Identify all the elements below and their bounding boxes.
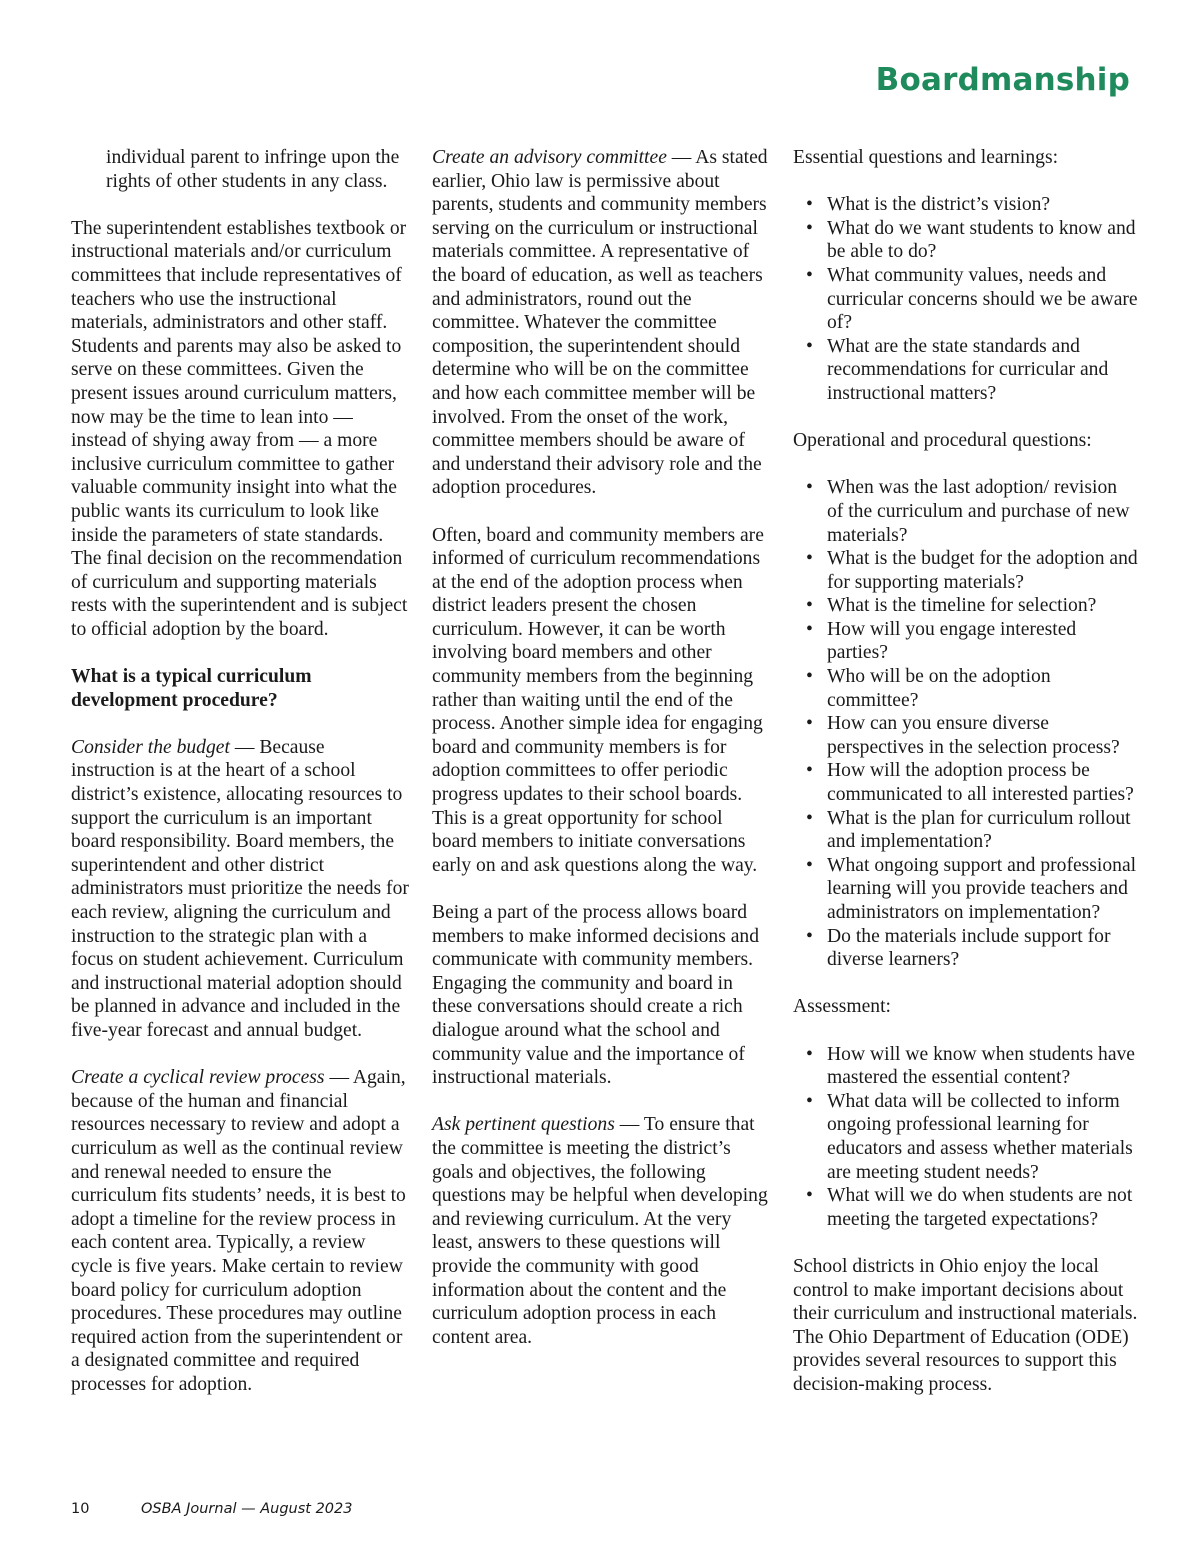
list-item: • What is the timeline for selection? [827,594,1138,618]
list-label-essential: Essential questions and learnings: [793,147,1059,168]
paragraph: School districts in Ohio enjoy the local control to make important decisions about their curriculum and instructional materials. The Ohio Department of Education (ODE) provides several resources to support this decision-making process. [793,1255,1138,1395]
list-label-assessment: Assessment: [793,996,891,1018]
list-item: • How will the adoption process be communicated to all interested parties? [827,759,1138,806]
paragraph-body: — To ensure that the committee is meeting the district’s goals and objectives, the following questions may be helpful when developing and reviewing curriculum. At the very least, answers to these questions will provide the community with good information about the content and the curriculum adoption process in each content area. [432,1114,768,1348]
page-number: 10 [71,1501,90,1517]
list-item: • Who will be on the adoption committee? [827,665,1138,712]
list-item: • What is the plan for curriculum rollout and implementation? [827,807,1138,854]
list-item: • What will we do when students are not meeting the targeted expectations? [827,1184,1138,1231]
paragraph: Being a part of the process allows board members to make informed decisions and communicate with community members. Engaging the community and board in these conversations should create a rich dialogue around what the school and community value and the importance of instructional materials. [432,902,760,1089]
list-item: • What ongoing support and professional learning will you provide teachers and administrators on implementation? [827,854,1138,925]
paragraph [432,146,772,500]
article-column-2 [432,146,772,1373]
journal-issue: OSBA Journal — August 2023 [141,1501,353,1517]
page-footer [71,1501,352,1517]
list-item: • When was the last adoption/ revision of the curriculum and purchase of new materials? [827,476,1138,547]
operational-questions-list [793,476,1138,971]
article-column-3 [793,146,1138,1420]
list-item: • How will we know when students have mastered the essential content? [827,1043,1138,1090]
paragraph-body: — Again, because of the human and financial resources necessary to review and adopt a curriculum as well as the continual review and renewal needed to ensure the curriculum fits students’ needs, it is best to adopt a timeline for the review process in each content area. Typically, a review cycle is five years. Make certain to review board policy for curriculum adoption procedures. These procedures may outline required action from the superintendent or a designated committee and required processes for adoption. [71,1067,406,1395]
lead-in: Consider the budget [71,736,230,758]
assessment-questions-list [793,1043,1138,1232]
paragraph: The superintendent establishes textbook or instructional materials and/or curriculum committees that include representatives of teachers who use the instructional materials, administrators and other staff. Students and parents may also be asked to serve on these committees. Given the present issues around curriculum matters, now may be the time to lean into — instead of shying away from — a more inclusive curriculum committee to gather valuable community insight into what the public wants its curriculum to look like inside the parameters of state standards. The final decision on the recommendation of curriculum and supporting materials rests with the superintendent and is subject to official adoption by the board. [71,217,408,640]
article-column-1 [71,146,411,1420]
lead-in: Ask pertinent questions [432,1114,615,1136]
list-item: • What do we want students to know and be able to do? [827,217,1138,264]
paragraph: Often, board and community members are informed of curriculum recommendations at the end of the adoption process when district leaders present the chosen curriculum. However, it can be worth involving board members and other community members from the beginning rather than waiting until the end of the process. Another simple idea for engaging board and community members is for adoption committees to offer periodic progress updates to their school boards. This is a great opportunity for school board members to initiate conversations early on and ask questions along the way. [432,524,764,876]
subheading: What is a typical curriculum development procedure? [71,666,312,711]
paragraph [71,1066,411,1396]
list-item: • What is the budget for the adoption and for supporting materials? [827,547,1138,594]
paragraph [432,1113,772,1349]
list-item: • What is the district’s vision? [827,193,1138,217]
lead-in: Create an advisory committee [432,147,667,168]
list-label-operational: Operational and procedural questions: [793,430,1092,452]
paragraph: individual parent to infringe upon the rights of other students in any class. [106,147,400,192]
list-item: • What data will be collected to inform ongoing professional learning for educators and assess whether materials are meeting student needs? [827,1090,1138,1184]
list-item: • What community values, needs and curricular concerns should we be aware of? [827,264,1138,335]
paragraph-body: — As stated earlier, Ohio law is permissive about parents, students and community members serving on the curriculum or instructional materials committee. A representative of the board of education, as well as teachers and administrators, round out the committee. Whatever the committee composition, the superintendent should determine who will be on the committee and how each committee member will be involved. From the onset of the work, committee members should be aware of and understand their advisory role and the adoption procedures. [432,147,768,499]
list-item: • What are the state standards and recommendations for curricular and instructional matters? [827,335,1138,406]
section-title: Boardmanship [875,62,1130,98]
paragraph-body: — Because instruction is at the heart of a school district’s existence, allocating resources to support the curriculum is an important board responsibility. Board members, the superintendent and other district administrators must prioritize the needs for each review, aligning the curriculum and instruction to the strategic plan with a focus on student achievement. Curriculum and instructional material adoption should be planned in advance and included in the five-year forecast and annual budget. [71,736,409,1041]
list-item: • How can you ensure diverse perspectives in the selection process? [827,712,1138,759]
essential-questions-list [793,193,1138,405]
lead-in: Create a cyclical review process [71,1067,325,1089]
list-item: • How will you engage interested parties? [827,618,1138,665]
paragraph [71,736,411,1043]
list-item: • Do the materials include support for diverse learners? [827,925,1138,972]
